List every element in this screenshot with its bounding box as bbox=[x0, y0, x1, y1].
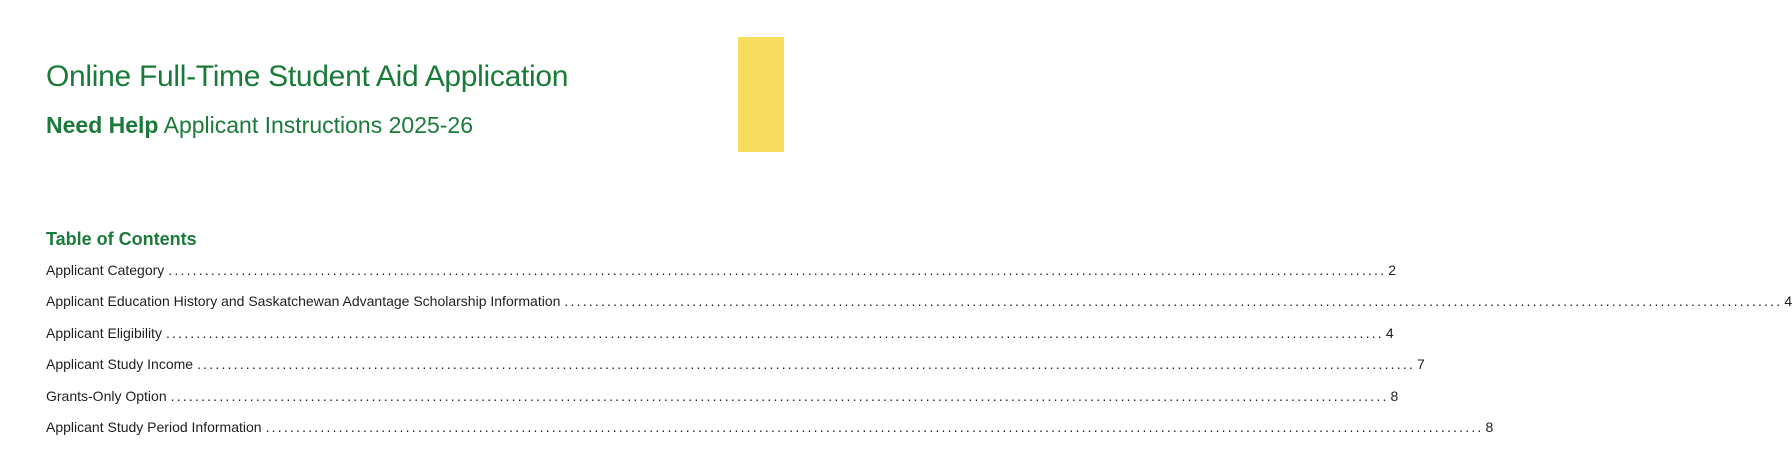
toc-item-page: 4 bbox=[1784, 293, 1792, 310]
toc-item-study-period[interactable] bbox=[46, 418, 1494, 450]
toc-heading: Table of Contents bbox=[46, 229, 197, 249]
toc-item-page: 4 bbox=[1385, 324, 1394, 341]
toc-item-page: 8 bbox=[1390, 387, 1399, 404]
toc-item-applicant-eligibility[interactable] bbox=[46, 324, 1394, 356]
toc-leader-dots: ........................................................................................................................................................................................................ bbox=[168, 262, 1387, 278]
toc-item-label: Applicant Study Income bbox=[46, 356, 194, 373]
toc-item-grants-only[interactable] bbox=[46, 387, 1399, 419]
document-title: Online Full-Time Student Aid Application bbox=[46, 60, 569, 93]
subtitle-need-help: Need Help bbox=[46, 112, 159, 138]
toc-item-label: Applicant Study Period Information bbox=[46, 418, 262, 435]
toc-item-label: Applicant Category bbox=[46, 262, 165, 278]
toc-leader-dots: ........................................................................................................................................................................................................ bbox=[165, 324, 1384, 341]
toc-item-label: Applicant Education History and Saskatchewan Advantage Scholarship Information bbox=[46, 293, 561, 310]
toc-leader-dots: ........................................................................................................................................................................................................ bbox=[564, 293, 1783, 310]
toc-item-label: Grants-Only Option bbox=[46, 387, 167, 404]
subtitle-instructions: Applicant Instructions 2025-26 bbox=[158, 112, 474, 138]
toc-item-education-history[interactable] bbox=[46, 293, 1792, 324]
toc-leader-dots: ........................................................................................................................................................................................................ bbox=[197, 356, 1416, 373]
toc-item-page: 7 bbox=[1417, 356, 1425, 373]
yellow-tab-decoration bbox=[738, 37, 784, 152]
document-subtitle bbox=[46, 112, 473, 139]
toc-item-label: Applicant Eligibility bbox=[46, 324, 162, 341]
table-of-contents bbox=[46, 262, 1792, 450]
toc-item-applicant-category[interactable] bbox=[46, 262, 1397, 293]
toc-item-study-income[interactable] bbox=[46, 356, 1425, 387]
toc-leader-dots: ........................................................................................................................................................................................................ bbox=[170, 387, 1389, 404]
toc-leader-dots: ........................................................................................................................................................................................................ bbox=[265, 418, 1484, 435]
toc-item-page: 2 bbox=[1388, 262, 1397, 278]
toc-item-page: 8 bbox=[1485, 418, 1494, 435]
